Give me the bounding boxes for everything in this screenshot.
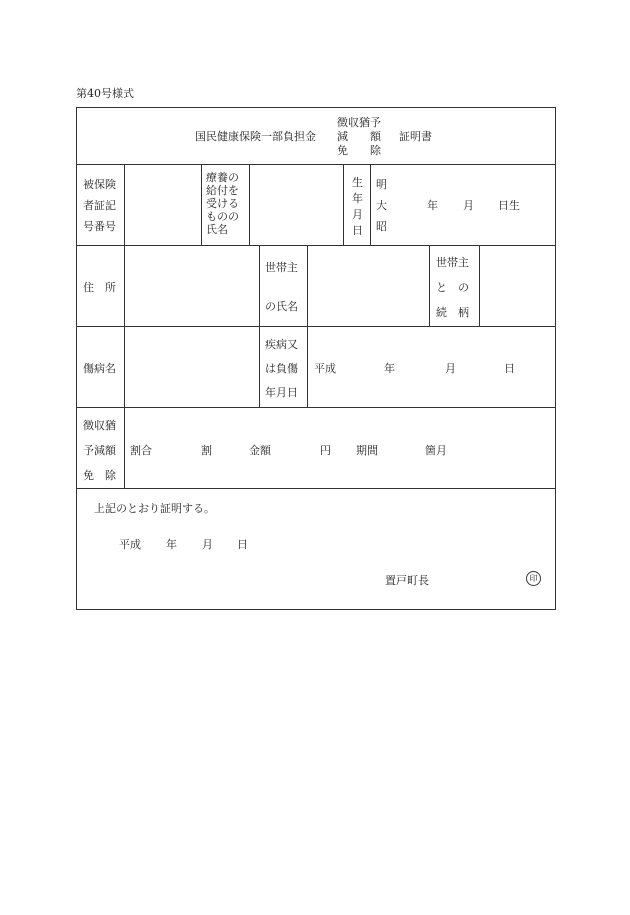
birth-label-3: 月 (352, 208, 363, 221)
onset-era: 平成 (314, 362, 336, 375)
rule (77, 488, 555, 489)
householder-label-1: 世帯主 (265, 261, 298, 274)
cert-year-unit: 年 (166, 538, 177, 551)
recipient-label-5: 氏名 (206, 223, 228, 236)
title-stack-1: 徴収猶予 (337, 116, 381, 129)
seal-mark: 印 (526, 571, 541, 586)
era-showa: 昭 (376, 220, 387, 233)
mayor-title: 置戸町長 (385, 574, 429, 587)
relation-label-1: 世帯主 (436, 256, 469, 269)
ratio-unit: 割 (201, 444, 212, 457)
rule (77, 326, 555, 327)
rule (259, 245, 260, 407)
onset-year-unit: 年 (384, 362, 395, 375)
insured-no-label-2: 者証記 (83, 199, 116, 212)
relief-label-1: 徴収猶 (83, 419, 116, 432)
birth-year-unit: 年 (427, 199, 438, 212)
birth-day-unit: 日生 (498, 199, 520, 212)
relation-label-2: と の (436, 281, 469, 294)
rule (307, 245, 308, 407)
onset-day-unit: 日 (504, 362, 515, 375)
birth-label-2: 年 (352, 192, 363, 205)
cert-day-unit: 日 (237, 538, 248, 551)
rule (479, 245, 480, 326)
householder-label-2: の氏名 (265, 300, 298, 313)
relief-label-2: 予減額 (83, 444, 116, 457)
rule (201, 164, 202, 245)
address-label: 住 所 (83, 281, 116, 294)
cert-era: 平成 (119, 538, 141, 551)
recipient-label-1: 療養の (206, 171, 239, 184)
certification-statement: 上記のとおり証明する。 (94, 502, 215, 515)
form-number: 第40号様式 (76, 87, 134, 100)
title-stack-3: 免 除 (337, 144, 381, 157)
insured-no-label-1: 被保険 (83, 178, 116, 191)
birth-label-4: 日 (352, 224, 363, 237)
amount-label: 金額 (249, 444, 271, 457)
certificate-form (76, 107, 556, 610)
rule (77, 245, 555, 246)
yen-unit: 円 (320, 444, 331, 457)
rule (429, 245, 430, 326)
rule (370, 164, 371, 245)
onset-month-unit: 月 (445, 362, 456, 375)
relation-label-3: 続 柄 (436, 306, 469, 319)
ratio-label: 割合 (130, 444, 152, 457)
recipient-label-2: 給付を (206, 184, 239, 197)
cert-month-unit: 月 (202, 538, 213, 551)
onset-label-1: 疾病又 (265, 338, 298, 351)
insured-no-label-3: 号番号 (83, 220, 116, 233)
recipient-label-4: ものの (206, 210, 239, 223)
relief-label-3: 免 除 (83, 469, 116, 482)
title-suffix: 証明書 (399, 130, 432, 143)
recipient-label-3: 受ける (206, 197, 239, 210)
birth-label-1: 生 (352, 176, 363, 189)
disease-label: 傷病名 (83, 362, 116, 375)
era-meiji: 明 (376, 178, 387, 191)
birth-month-unit: 月 (463, 199, 474, 212)
onset-label-3: 年月日 (265, 386, 298, 399)
rule (343, 164, 344, 245)
rule (77, 164, 555, 165)
rule (77, 407, 555, 408)
rule (249, 164, 250, 245)
title-stack-2: 減 額 (337, 130, 381, 143)
onset-label-2: は負傷 (265, 362, 298, 375)
rule (124, 164, 125, 488)
era-taisho: 大 (376, 199, 387, 212)
months-unit: 箇月 (425, 444, 447, 457)
period-label: 期間 (356, 444, 378, 457)
title-prefix: 国民健康保険一部負担金 (195, 130, 316, 143)
